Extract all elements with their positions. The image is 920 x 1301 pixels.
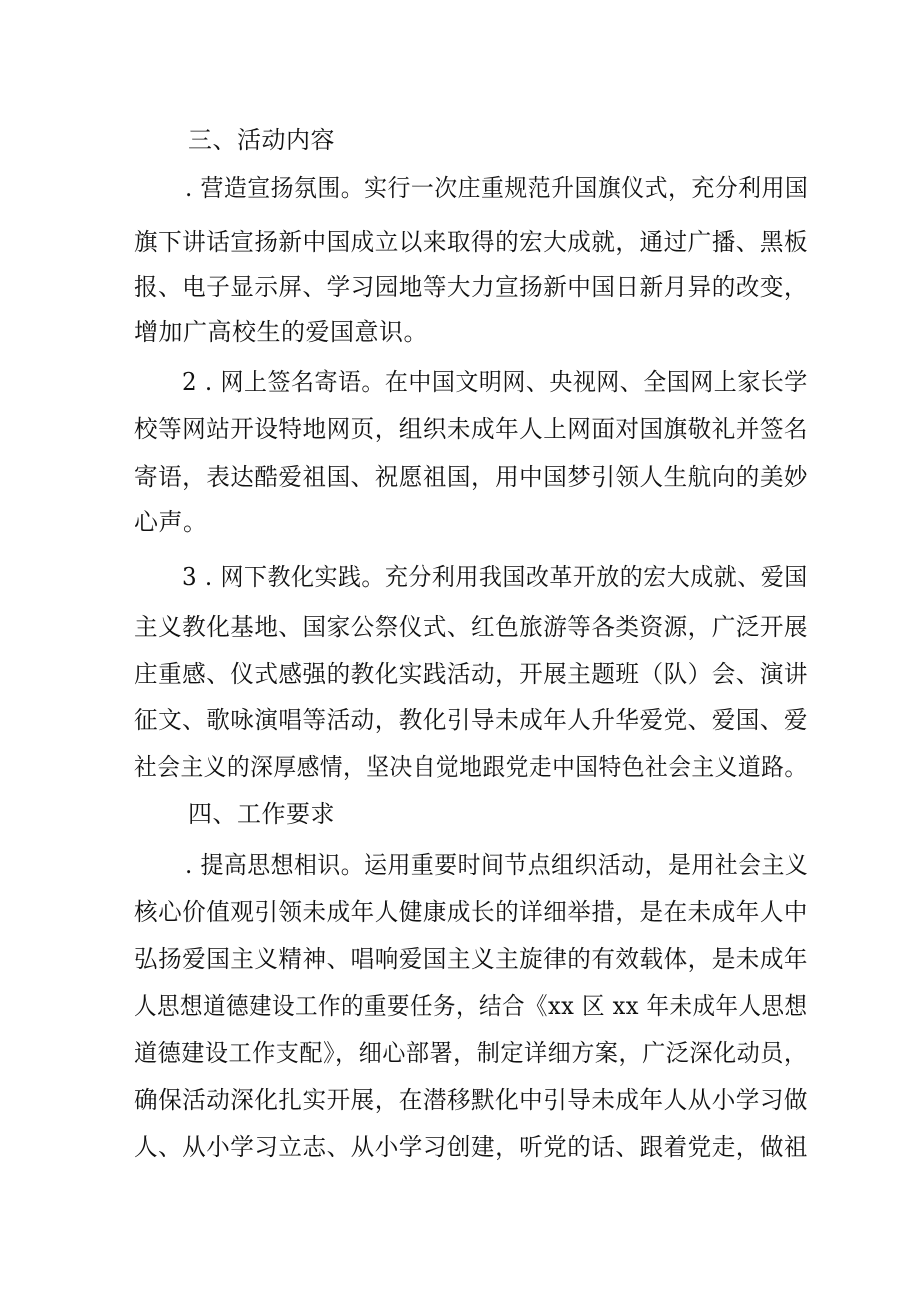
item4-line-2: 核心价值观引领未成年人健康成长的详细举措，是在未成年人中	[134, 898, 808, 926]
item4-line-7: 人、从小学习立志、从小学习创建，听党的话、跟着党走，做祖	[134, 1133, 808, 1161]
item2-line-4: 心声。	[134, 508, 208, 536]
section-heading-3: 三、活动内容	[188, 126, 335, 154]
item3-line-3: 庄重感、仪式感强的教化实践活动，开展主题班（队）会、演讲	[134, 660, 808, 688]
item3-line-5: 社会主义的深厚感情，坚决自觉地跟党走中国特色社会主义道路。	[134, 753, 808, 781]
item3-line-4: 征文、歌咏演唱等活动，教化引导未成年人升华爱党、爱国、爱	[134, 706, 808, 734]
item2-line-1: 2 . 网上签名寄语。在中国文明网、央视网、全国网上家长学	[182, 368, 808, 396]
item1-line-1: . 营造宣扬氛围。实行一次庄重规范升国旗仪式，充分利用国	[185, 174, 809, 202]
item4-line-3: 弘扬爱国主义精神、唱响爱国主义主旋律的有效载体，是未成年	[134, 945, 808, 973]
item4-line-4: 人思想道德建设工作的重要任务，结合《xx 区 xx 年未成年人思想	[134, 992, 808, 1020]
item4-line-6: 确保活动深化扎实开展，在潜移默化中引导未成年人从小学习做	[134, 1086, 808, 1114]
section-heading-4: 四、工作要求	[188, 800, 335, 828]
item1-line-3: 报、电子显示屏、学习园地等大力宣扬新中国日新月异的改变，	[134, 273, 808, 301]
item3-line-1: 3 . 网下教化实践。充分利用我国改革开放的宏大成就、爱国	[182, 563, 808, 591]
item4-line-5: 道德建设工作支配》，细心部署，制定详细方案，广泛深化动员，	[134, 1039, 808, 1067]
item1-line-4: 增加广高校生的爱国意识。	[134, 318, 428, 346]
item3-line-2: 主义教化基地、国家公祭仪式、红色旅游等各类资源，广泛开展	[134, 613, 808, 641]
item2-line-3: 寄语，表达酷爱祖国、祝愿祖国，用中国梦引领人生航向的美妙	[134, 463, 808, 491]
item2-line-2: 校等网站开设特地网页，组织未成年人上网面对国旗敬礼并签名	[134, 415, 808, 443]
item1-line-2: 旗下讲话宣扬新中国成立以来取得的宏大成就，通过广播、黑板	[134, 228, 808, 256]
item4-line-1: . 提高思想相识。运用重要时间节点组织活动，是用社会主义	[185, 851, 809, 879]
